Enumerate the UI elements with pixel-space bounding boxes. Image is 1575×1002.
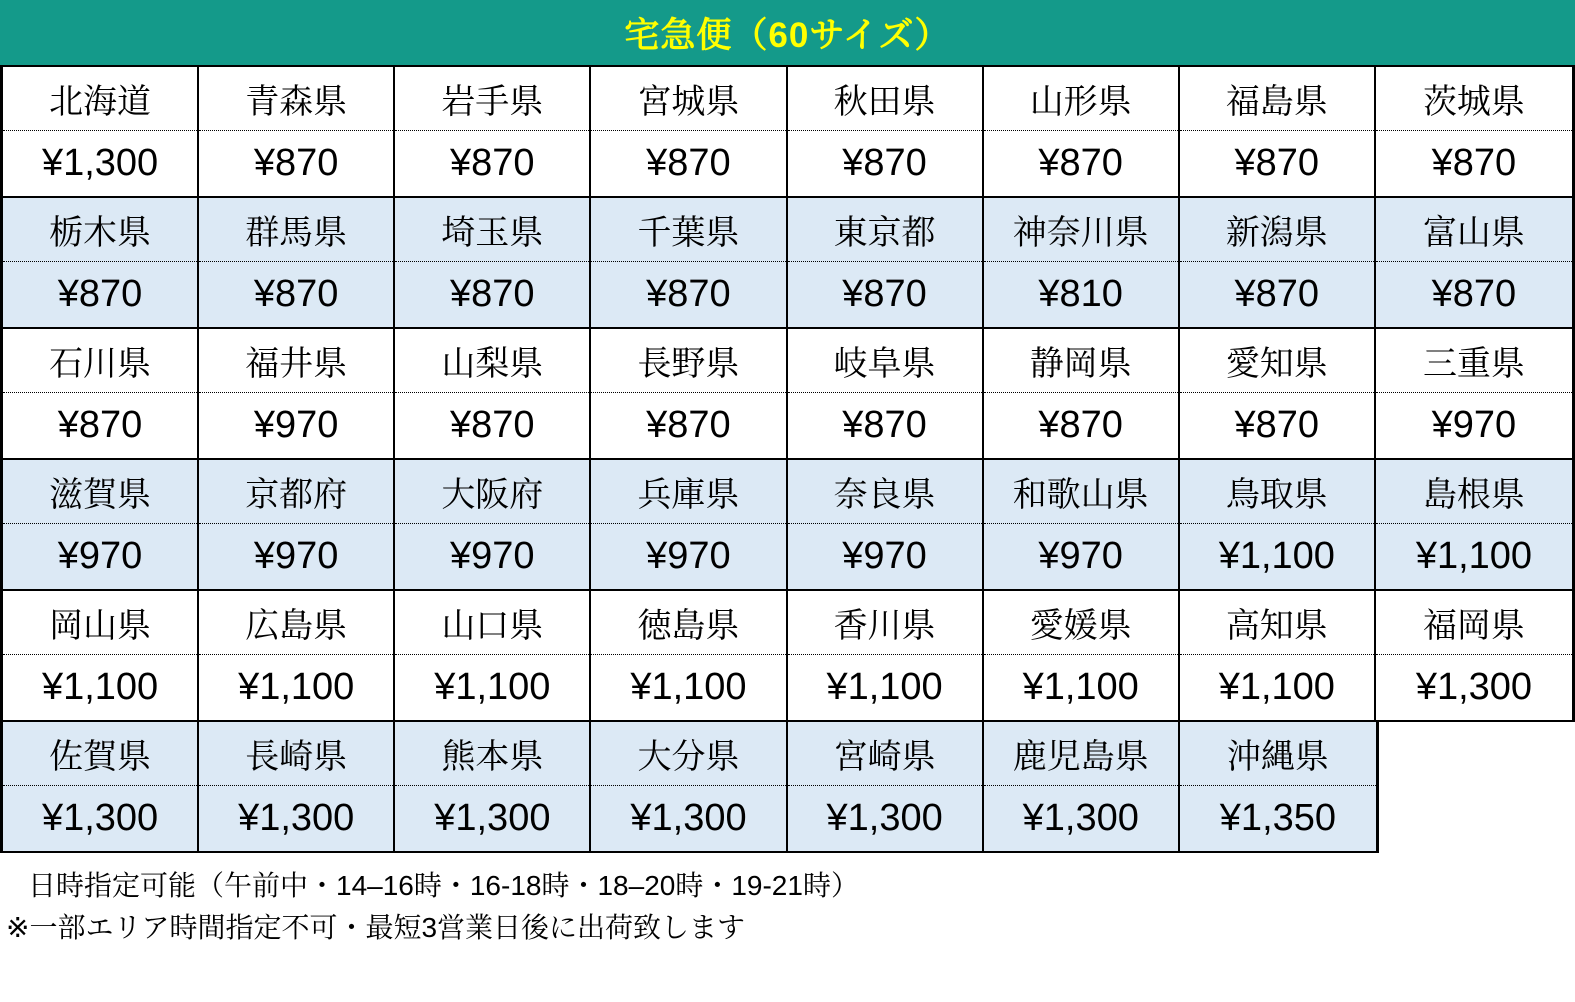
prefecture-name-cell: 奈良県 [788, 460, 982, 524]
prefecture-name-cell: 栃木県 [3, 198, 197, 262]
rate-column [591, 591, 787, 720]
rate-column [3, 722, 199, 851]
prefecture-name-cell: 福島県 [1180, 67, 1374, 131]
rate-column [1180, 67, 1376, 196]
rate-column [3, 329, 199, 458]
shipping-price-cell: ¥870 [253, 273, 339, 315]
prefecture-name-cell: 宮崎県 [788, 722, 982, 786]
rate-column [984, 591, 1180, 720]
shipping-price-cell: ¥870 [646, 273, 731, 315]
shipping-price-cell: ¥870 [57, 404, 143, 446]
prefecture-name-cell: 群馬県 [199, 198, 393, 262]
prefecture-name-cell: 鳥取県 [1180, 460, 1374, 524]
shipping-price-cell: ¥1,350 [1219, 797, 1337, 839]
prefecture-name-cell: 埼玉県 [395, 198, 589, 262]
rate-column [788, 722, 984, 851]
shipping-price-cell: ¥870 [1038, 404, 1123, 446]
shipping-price-cell: ¥1,300 [434, 797, 551, 839]
rate-column [1376, 329, 1572, 458]
prefecture-name-cell: 山口県 [395, 591, 589, 655]
prefecture-name-cell: 千葉県 [591, 198, 785, 262]
prefecture-name-cell: 京都府 [199, 460, 393, 524]
shipping-price-cell: ¥1,300 [41, 142, 159, 184]
prefecture-name-cell: 岡山県 [3, 591, 197, 655]
rate-column [788, 329, 984, 458]
rate-column [984, 722, 1180, 851]
shipping-price-cell: ¥1,100 [1022, 666, 1139, 708]
shipping-price-cell: ¥1,100 [434, 666, 551, 708]
prefecture-name-cell: 長野県 [591, 329, 785, 393]
rate-column [1180, 329, 1376, 458]
prefecture-name-cell: 香川県 [788, 591, 982, 655]
rate-column [199, 198, 395, 327]
prefecture-name-cell: 徳島県 [591, 591, 785, 655]
rate-column [199, 329, 395, 458]
shipping-rate-table [0, 65, 1575, 853]
shipping-price-cell: ¥870 [842, 142, 927, 184]
shipping-price-cell: ¥970 [57, 535, 143, 577]
prefecture-name-cell: 宮城県 [591, 67, 785, 131]
prefecture-name-cell: 神奈川県 [984, 198, 1178, 262]
table-title-banner [0, 0, 1575, 65]
shipping-price-cell: ¥970 [646, 535, 731, 577]
prefecture-name-cell: 滋賀県 [3, 460, 197, 524]
shipping-price-cell: ¥970 [450, 535, 535, 577]
rate-column [3, 67, 199, 196]
prefecture-name-cell: 静岡県 [984, 329, 1178, 393]
prefecture-name-cell: 熊本県 [395, 722, 589, 786]
prefecture-name-cell: 山形県 [984, 67, 1178, 131]
shipping-price-cell: ¥1,100 [1218, 535, 1335, 577]
shipping-price-cell: ¥970 [1431, 404, 1517, 446]
rate-column [395, 329, 591, 458]
rate-column [1376, 198, 1572, 327]
rate-column [984, 198, 1180, 327]
rate-column [1180, 591, 1376, 720]
prefecture-name-cell: 大阪府 [395, 460, 589, 524]
rate-row-group [0, 460, 1575, 591]
prefecture-name-cell: 秋田県 [788, 67, 982, 131]
rate-row-group [0, 591, 1575, 722]
shipping-price-cell: ¥870 [1431, 273, 1517, 315]
prefecture-name-cell: 鹿児島県 [984, 722, 1178, 786]
rate-column [984, 460, 1180, 589]
rate-column [199, 591, 395, 720]
prefecture-name-cell: 福岡県 [1376, 591, 1572, 655]
rate-column [3, 198, 199, 327]
prefecture-name-cell: 島根県 [1376, 460, 1572, 524]
shipping-price-cell: ¥870 [1234, 142, 1320, 184]
shipping-price-cell: ¥870 [253, 142, 339, 184]
rate-column [984, 329, 1180, 458]
rate-column [1180, 198, 1376, 327]
rate-column [591, 198, 787, 327]
rate-column [788, 591, 984, 720]
rate-column [591, 722, 787, 851]
shipping-price-cell: ¥970 [253, 404, 339, 446]
shipping-price-cell: ¥810 [1038, 273, 1123, 315]
shipping-price-cell: ¥970 [1038, 535, 1123, 577]
rate-column [395, 460, 591, 589]
rate-column [984, 67, 1180, 196]
rate-column [1376, 67, 1572, 196]
shipping-price-cell: ¥1,100 [41, 666, 159, 708]
shipping-price-cell: ¥1,300 [630, 797, 747, 839]
prefecture-name-cell: 岩手県 [395, 67, 589, 131]
shipping-price-cell: ¥1,100 [630, 666, 747, 708]
shipping-price-cell: ¥870 [1234, 273, 1320, 315]
shipping-price-cell: ¥1,300 [238, 797, 355, 839]
rate-column [199, 722, 395, 851]
rate-column [3, 591, 199, 720]
rate-row-group [0, 722, 1379, 853]
prefecture-name-cell: 愛知県 [1180, 329, 1374, 393]
rate-row-group [0, 198, 1575, 329]
prefecture-name-cell: 佐賀県 [3, 722, 197, 786]
prefecture-name-cell: 岐阜県 [788, 329, 982, 393]
shipping-price-cell: ¥870 [1431, 142, 1517, 184]
shipping-price-cell: ¥1,100 [1415, 535, 1533, 577]
shipping-price-cell: ¥970 [842, 535, 927, 577]
shipping-price-cell: ¥870 [57, 273, 143, 315]
shipping-price-cell: ¥1,100 [1218, 666, 1335, 708]
rate-column [199, 67, 395, 196]
rate-column [1180, 460, 1376, 589]
shipping-price-cell: ¥870 [1038, 142, 1123, 184]
shipping-price-cell: ¥1,100 [238, 666, 355, 708]
shipping-restriction-note: ※一部エリア時間指定不可・最短3営業日後に出荷致します [6, 912, 746, 943]
prefecture-name-cell: 広島県 [199, 591, 393, 655]
shipping-price-cell: ¥870 [450, 273, 535, 315]
prefecture-name-cell: 青森県 [199, 67, 393, 131]
prefecture-name-cell: 愛媛県 [984, 591, 1178, 655]
prefecture-name-cell: 沖縄県 [1180, 722, 1376, 786]
shipping-price-cell: ¥870 [450, 142, 535, 184]
prefecture-name-cell: 富山県 [1376, 198, 1572, 262]
prefecture-name-cell: 石川県 [3, 329, 197, 393]
rate-column [395, 198, 591, 327]
rate-column [788, 67, 984, 196]
rate-column [1180, 722, 1376, 851]
shipping-price-cell: ¥870 [842, 404, 927, 446]
rate-row-group [0, 329, 1575, 460]
prefecture-name-cell: 三重県 [1376, 329, 1572, 393]
prefecture-name-cell: 福井県 [199, 329, 393, 393]
shipping-price-cell: ¥1,100 [826, 666, 943, 708]
rate-column [788, 460, 984, 589]
prefecture-name-cell: 和歌山県 [984, 460, 1178, 524]
shipping-price-cell: ¥870 [646, 142, 731, 184]
rate-column [395, 67, 591, 196]
rate-column [591, 67, 787, 196]
prefecture-name-cell: 山梨県 [395, 329, 589, 393]
prefecture-name-cell: 茨城県 [1376, 67, 1572, 131]
prefecture-name-cell: 長崎県 [199, 722, 393, 786]
prefecture-name-cell: 兵庫県 [591, 460, 785, 524]
rate-row-group [0, 65, 1575, 198]
shipping-price-cell: ¥1,300 [1415, 666, 1533, 708]
rate-column [591, 460, 787, 589]
shipping-price-cell: ¥870 [842, 273, 927, 315]
rate-column [788, 198, 984, 327]
rate-column [395, 591, 591, 720]
rate-column [3, 460, 199, 589]
rate-column [1376, 460, 1572, 589]
rate-column [1376, 591, 1572, 720]
rate-column [395, 722, 591, 851]
prefecture-name-cell: 新潟県 [1180, 198, 1374, 262]
shipping-price-cell: ¥870 [450, 404, 535, 446]
rate-column [199, 460, 395, 589]
shipping-price-cell: ¥870 [1234, 404, 1320, 446]
prefecture-name-cell: 大分県 [591, 722, 785, 786]
shipping-price-cell: ¥1,300 [41, 797, 159, 839]
shipping-price-cell: ¥1,300 [1022, 797, 1139, 839]
shipping-price-cell: ¥970 [253, 535, 339, 577]
prefecture-name-cell: 高知県 [1180, 591, 1374, 655]
delivery-time-note: 日時指定可能（午前中・14–16時・16-18時・18–20時・19-21時） [28, 870, 859, 901]
rate-column [591, 329, 787, 458]
prefecture-name-cell: 東京都 [788, 198, 982, 262]
prefecture-name-cell: 北海道 [3, 67, 197, 131]
shipping-price-cell: ¥870 [646, 404, 731, 446]
footer-notes [0, 853, 1575, 949]
page-title: 宅急便（60サイズ） [624, 15, 951, 55]
shipping-price-cell: ¥1,300 [826, 797, 943, 839]
